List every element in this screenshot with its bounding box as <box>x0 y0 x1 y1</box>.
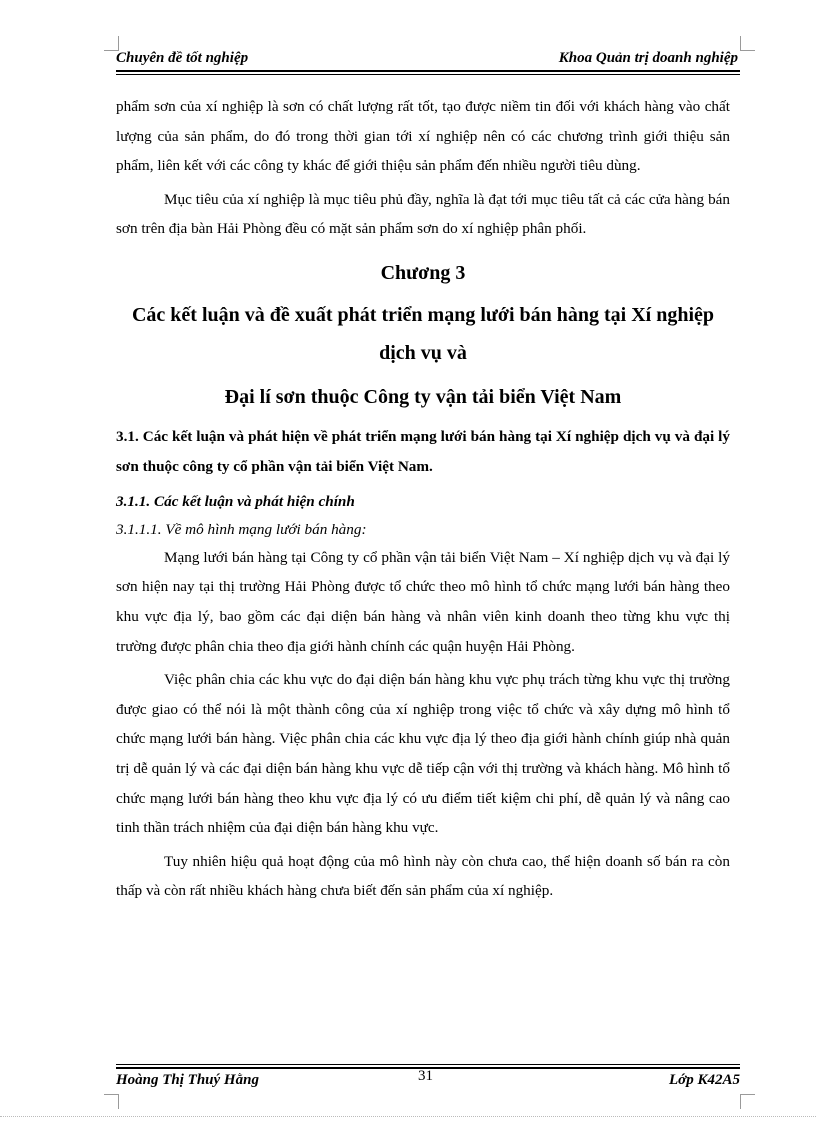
header-rule-thin <box>116 74 740 75</box>
paragraph-sales-network: Mạng lưới bán hàng tại Công ty cổ phần vận tải biển Việt Nam – Xí nghiệp dịch vụ và đại lý sơn hiện nay tại thị trường Hải Phòng được tổ chức theo mô hình tổ chức mạng lưới bán hàng theo khu vực địa lý, bao gồm các đại diện bán hàng và nhân viên kinh doanh theo từng khu vực thị trường được phân chia theo địa giới hành chính các quận huyện Hải Phòng. <box>116 548 730 655</box>
paragraph-objective: Mục tiêu của xí nghiệp là mục tiêu phủ đầy, nghĩa là đạt tới mục tiêu tất cả các cửa hàng bán sơn trên địa bàn Hải Phòng đều có mặt sản phẩm sơn do xí nghiệp phân phối. <box>116 190 730 238</box>
crop-mark-bottom-right <box>740 1094 755 1109</box>
header-rule <box>116 70 740 72</box>
chapter-number: Chương 3 <box>380 261 466 284</box>
footer-author: Hoàng Thị Thuý Hằng <box>116 1072 259 1088</box>
header-thesis-label: Chuyên đề tốt nghiệp <box>116 50 249 66</box>
page-number: 31 <box>418 1068 433 1084</box>
paragraph-efficiency: Tuy nhiên hiệu quả hoạt động của mô hình này còn chưa cao, thể hiện doanh số bán ra còn thấp và còn rất nhiều khách hàng chưa biết đến sản phẩm của xí nghiệp. <box>116 852 730 900</box>
subsection-heading-3-1-1: 3.1.1. Các kết luận và phát hiện chính <box>116 493 355 511</box>
crop-mark-top-right <box>740 36 755 51</box>
page-body <box>116 92 730 906</box>
header-faculty-label: Khoa Quản trị doanh nghiệp <box>558 50 738 66</box>
page-footer <box>116 1068 740 1092</box>
subsubsection-heading-3-1-1-1: 3.1.1.1. Về mô hình mạng lưới bán hàng: <box>116 520 367 538</box>
footer-class: Lớp K42A5 <box>669 1072 740 1088</box>
page-header <box>116 48 740 70</box>
section-heading-3-1: 3.1. Các kết luận và phát hiện về phát triển mạng lưới bán hàng tại Xí nghiệp dịch vụ và đại lý sơn thuộc công ty cổ phần vận tải biển Việt Nam. <box>116 427 730 475</box>
chapter-title: Các kết luận và đề xuất phát triển mạng lưới bán hàng tại Xí nghiệp dịch vụ và <box>131 303 715 364</box>
paragraph-continuation: phẩm sơn của xí nghiệp là sơn có chất lượng rất tốt, tạo được niềm tin đối với khách hàng vào chất lượng của sản phẩm, do đó trong thời gian tới xí nghiệp nên có các chương trình giới thiệu sản phẩm, liên kết với các công ty khác để giới thiệu sản phẩm đến nhiều người tiêu dùng. <box>116 98 730 175</box>
crop-mark-bottom-left <box>104 1094 119 1109</box>
chapter-title-line-2: Đại lí sơn thuộc Công ty vận tải biển Việt Nam <box>224 385 622 408</box>
footer-rule-thin <box>116 1064 740 1065</box>
paragraph-region-division: Việc phân chia các khu vực do đại diện bán hàng khu vực phụ trách từng khu vực thị trường được giao có thể nói là một thành công của xí nghiệp trong việc tổ chức và xây dựng mô hình tổ chức mạng lưới bán hàng. Việc phân chia các khu vực địa lý theo địa giới hành chính giúp nhà quản trị dễ quản lý và các đại diện bán hàng khu vực dễ tiếp cận với thị trường và khách hàng. Mô hình tổ chức mạng lưới bán hàng theo khu vực địa lý có ưu điểm tiết kiệm chi phí, dễ quản lý và nâng cao tinh thần trách nhiệm của đại diện bán hàng khu vực. <box>116 671 730 837</box>
page-bottom-dotted-line <box>0 1116 816 1117</box>
